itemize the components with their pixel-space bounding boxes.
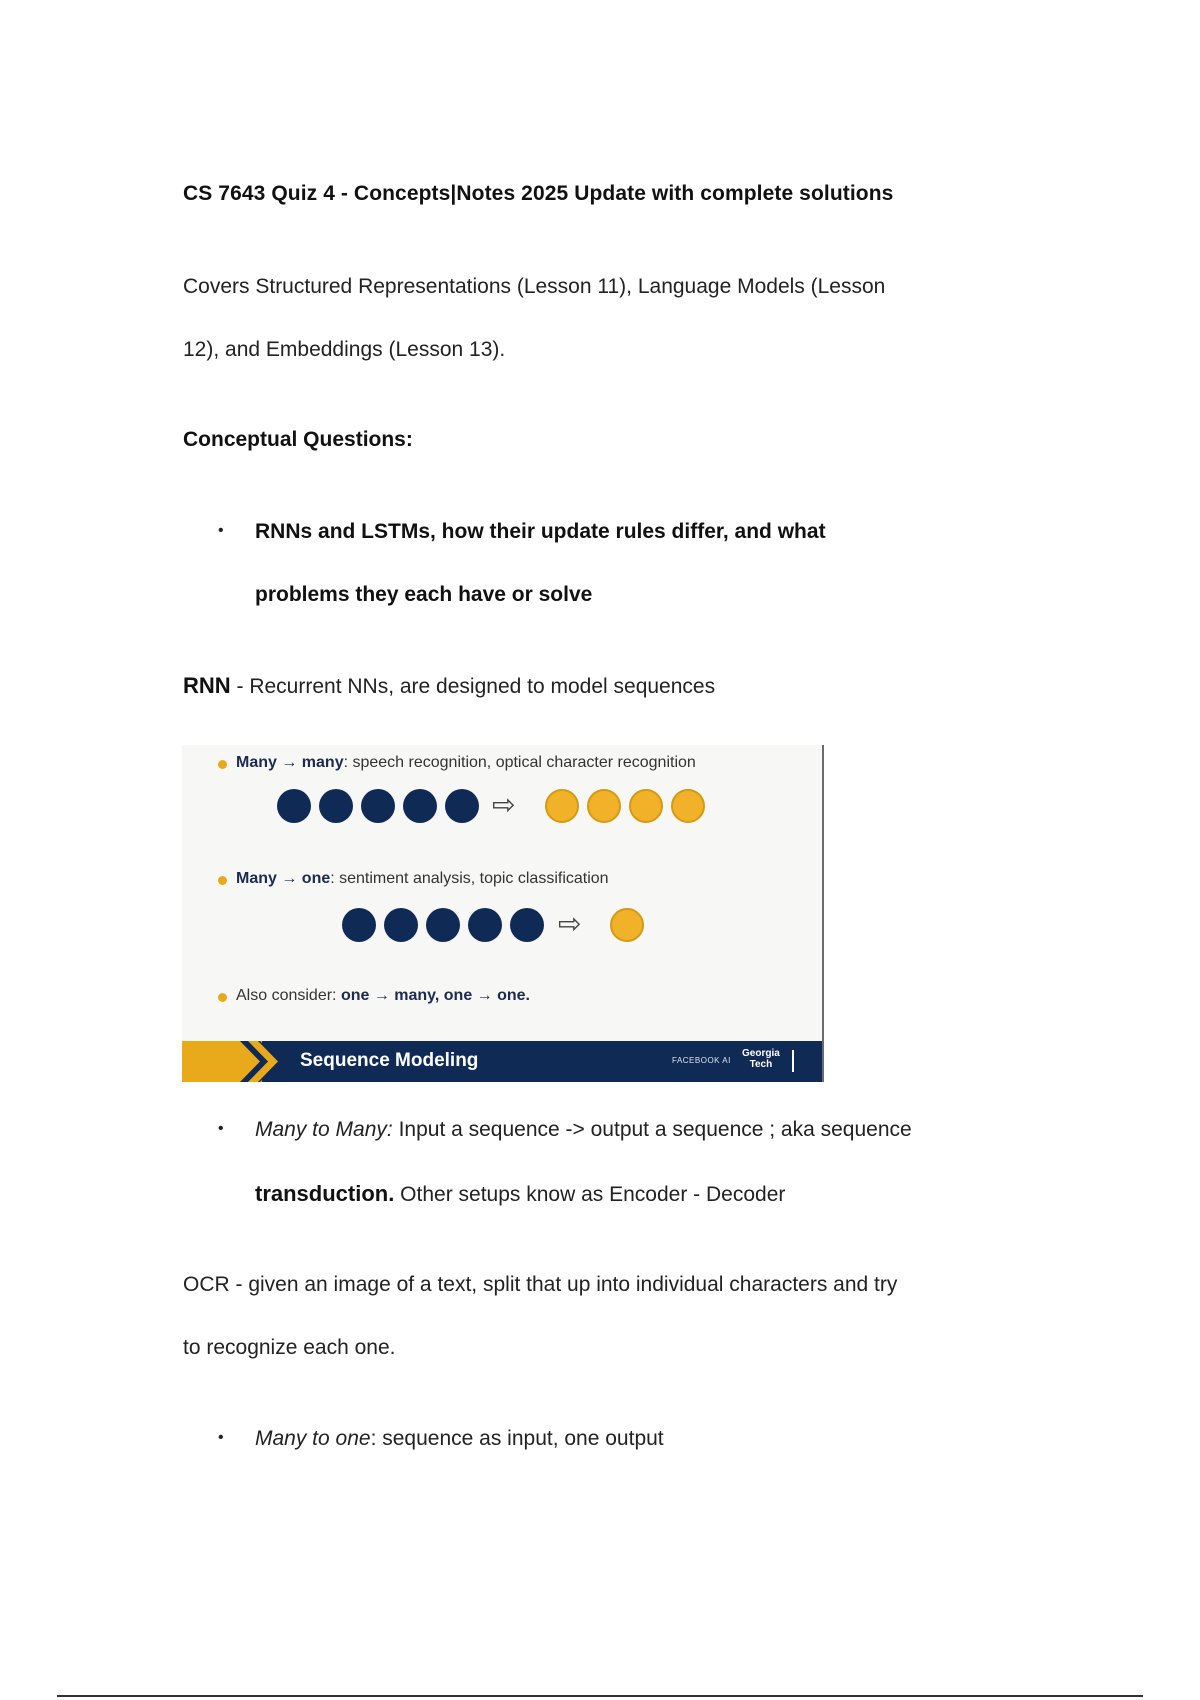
slide-line-1-bold: Many → many [236, 754, 344, 771]
slide-line-3 [236, 987, 530, 1005]
bullet-1-line-1: RNNs and LSTMs, how their update rules differ, and what [255, 520, 826, 543]
bullet-3-italic: Many to one [255, 1427, 371, 1450]
slide-line-2 [236, 870, 609, 888]
input-node [426, 908, 460, 942]
bullet-2-italic: Many to Many: [255, 1118, 393, 1141]
input-node [361, 789, 395, 823]
document-title: CS 7643 Quiz 4 - Concepts|Notes 2025 Update with complete solutions [183, 182, 894, 205]
input-node [510, 908, 544, 942]
slide-line-2-rest: : sentiment analysis, topic classification [330, 870, 609, 887]
output-node [629, 789, 663, 823]
rnn-text: - Recurrent NNs, are designed to model sequences [230, 675, 716, 698]
bullet-marker: • [218, 1120, 224, 1137]
ocr-line-1: OCR - given an image of a text, split that up into individual characters and try [183, 1273, 898, 1296]
chevron-right-icon [240, 1041, 284, 1082]
output-node [545, 789, 579, 823]
output-node [587, 789, 621, 823]
input-node [319, 789, 353, 823]
slide-line-1 [236, 754, 696, 772]
bullet-3-line-1 [255, 1427, 664, 1451]
bullet-2-line-1 [255, 1118, 912, 1142]
facebook-ai-logo: FACEBOOK AI [672, 1056, 731, 1065]
bullet-3-rest: : sequence as input, one output [370, 1427, 664, 1450]
bullet-marker: • [218, 1429, 224, 1446]
output-node [610, 908, 644, 942]
slide-bullet-2 [218, 876, 227, 885]
bullet-marker: • [218, 522, 224, 539]
arrow-icon: ⇨ [492, 789, 516, 820]
rnn-definition [183, 673, 715, 699]
logo-divider [792, 1050, 794, 1072]
input-node [384, 908, 418, 942]
bullet-2-rest: Input a sequence -> output a sequence ; aka sequence [392, 1118, 912, 1141]
georgia-tech-logo-line-2: Tech [749, 1059, 773, 1070]
slide-line-3-prefix: Also consider: [236, 987, 341, 1004]
bullet-1-line-2: problems they each have or solve [255, 583, 593, 606]
ocr-line-2: to recognize each one. [183, 1336, 396, 1359]
slide-line-1-rest: : speech recognition, optical character recognition [343, 754, 696, 771]
slide-footer [182, 1041, 822, 1082]
slide-line-3-bold: one → many, one → one. [340, 987, 530, 1004]
bullet-2-end: Other setups know as Encoder - Decoder [394, 1183, 786, 1206]
slide-line-2-bold: Many → one [236, 870, 331, 887]
input-node [342, 908, 376, 942]
input-node [468, 908, 502, 942]
slide-footer-title: Sequence Modeling [300, 1050, 479, 1071]
georgia-tech-logo [742, 1048, 780, 1070]
bullet-2-bold: transduction. [255, 1181, 395, 1206]
sequence-modeling-slide [182, 745, 824, 1082]
bullet-2-line-2 [255, 1181, 785, 1207]
arrow-icon: ⇨ [558, 908, 582, 939]
input-node [445, 789, 479, 823]
georgia-tech-logo-line-1: Georgia [742, 1048, 780, 1059]
slide-bullet-1 [218, 760, 227, 769]
rnn-label: RNN [183, 673, 231, 698]
output-node [671, 789, 705, 823]
page-bottom-rule [57, 1695, 1143, 1697]
input-node [403, 789, 437, 823]
section-heading: Conceptual Questions: [183, 428, 413, 451]
intro-line-1: Covers Structured Representations (Lesson 11), Language Models (Lesson [183, 275, 886, 298]
slide-bullet-3 [218, 993, 227, 1002]
intro-line-2: 12), and Embeddings (Lesson 13). [183, 338, 506, 361]
input-node [277, 789, 311, 823]
